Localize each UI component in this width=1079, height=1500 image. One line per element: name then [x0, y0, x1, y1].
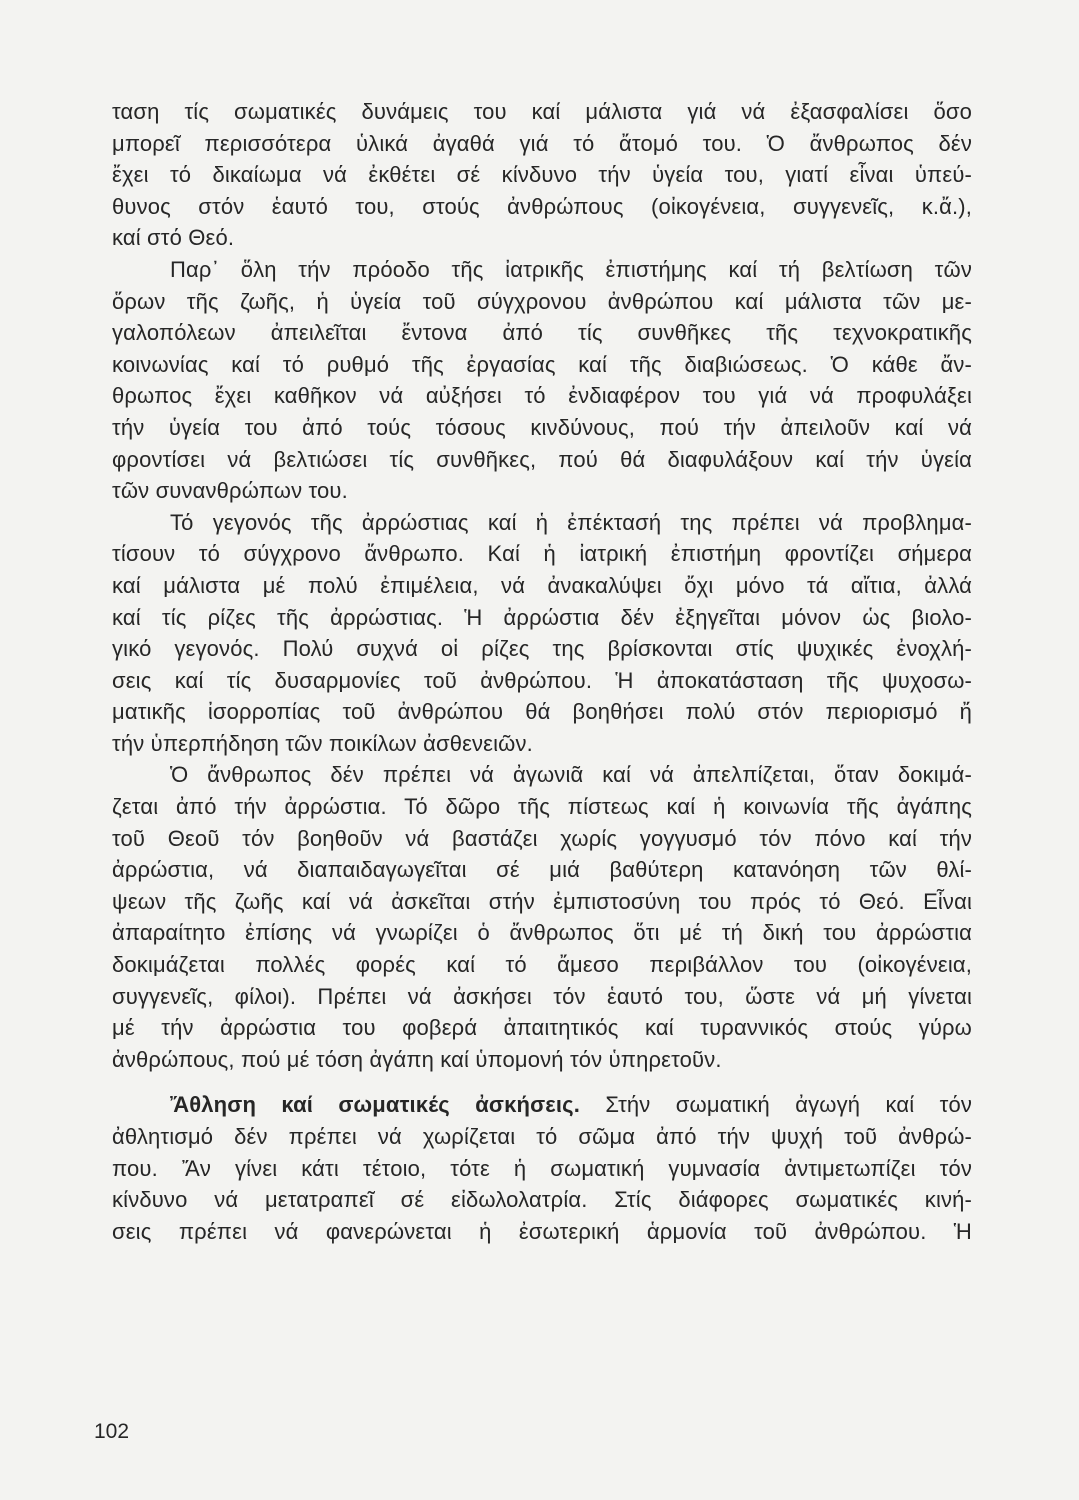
page-number: 102 [94, 1420, 130, 1443]
text-line: δοκιμάζεται πολλές φορές καί τό ἄμεσο περιβάλλον του (οἰκογένεια, [112, 952, 972, 978]
text-line: μέ τήν ἀρρώστια του φοβερά ἀπαιτητικός καί τυραννικός στούς γύρω [112, 1015, 972, 1041]
text-line: γικό γεγονός. Πολύ συχνά οἱ ρίζες της βρίσκονται στίς ψυχικές ἐνοχλή- [112, 636, 972, 662]
text-line: ὅρων τῆς ζωῆς, ἡ ὑγεία τοῦ σύγχρονου ἀνθρώπου καί μάλιστα τῶν με- [112, 288, 972, 314]
text-line: κοινωνίας καί τό ρυθμό τῆς ἐργασίας καί τῆς διαβιώσεως. Ὁ κάθε ἄν- [112, 351, 972, 377]
text-line: μπορεῖ περισσότερα ὑλικά ἀγαθά γιά τό ἄτομό του. Ὁ ἄνθρωπος δέν [112, 130, 972, 156]
text-line: Παρ᾽ ὅλη τήν πρόοδο τῆς ἰατρικῆς ἐπιστήμης καί τή βελτίωση τῶν [170, 256, 972, 282]
text-line: τῶν συνανθρώπων του. [112, 478, 348, 504]
section-first-line-text: Στήν σωματική ἀγωγή καί τόν [605, 1092, 972, 1118]
text-line: θρωπος ἔχει καθῆκον νά αὐξήσει τό ἐνδιαφέρον του γιά νά προφυλάξει [112, 383, 972, 409]
text-line: καί στό Θεό. [112, 225, 235, 251]
text-line: που. Ἄν γίνει κάτι τέτοιο, τότε ἡ σωματική γυμνασία ἀντιμετωπίζει τόν [112, 1155, 972, 1181]
section-heading: Ἄθληση καί σωματικές ἀσκήσεις. [170, 1092, 581, 1118]
text-line: Τό γεγονός τῆς ἀρρώστιας καί ἡ ἐπέκτασή της πρέπει νά προβλημα- [170, 509, 972, 535]
text-line: ταση τίς σωματικές δυνάμεις του καί μάλιστα γιά νά ἐξασφαλίσει ὅσο [112, 99, 972, 124]
text-line: ἔχει τό δικαίωμα νά ἐκθέτει σέ κίνδυνο τήν ὑγεία του, γιατί εἶναι ὑπεύ- [112, 162, 972, 188]
text-line: ἀνθρώπους, πού μέ τόση ἀγάπη καί ὑπομονή τόν ὑπηρετοῦν. [112, 1046, 722, 1072]
text-line: τήν ὑπερπήδηση τῶν ποικίλων ἀσθενειῶν. [112, 730, 533, 756]
text-line: ψεων τῆς ζωῆς καί νά ἀσκεῖται στήν ἐμπιστοσύνη του πρός τό Θεό. Εἶναι [112, 888, 972, 914]
body-text [112, 96, 972, 1247]
text-line: τίσουν τό σύγχρονο ἄνθρωπο. Καί ἡ ἰατρική ἐπιστήμη φροντίζει σήμερα [112, 541, 972, 567]
text-line: θυνος στόν ἑαυτό του, στούς ἀνθρώπους (οἰκογένεια, συγγενεῖς, κ.ἄ.), [112, 193, 972, 219]
text-line: ἀπαραίτητο ἐπίσης νά γνωρίζει ὁ ἄνθρωπος ὅτι μέ τή δική του ἀρρώστια [112, 920, 972, 946]
text-line: ματικῆς ἰσορροπίας τοῦ ἀνθρώπου θά βοηθήσει πολύ στόν περιορισμό ἤ [112, 699, 972, 725]
text-line: ἀρρώστια, νά διαπαιδαγωγεῖται σέ μιά βαθύτερη κατανόηση τῶν θλί- [112, 857, 972, 883]
text-line: τήν ὑγεία του ἀπό τούς τόσους κινδύνους, πού τήν ἀπειλοῦν καί νά [112, 414, 972, 440]
text-line: τοῦ Θεοῦ τόν βοηθοῦν νά βαστάζει χωρίς γογγυσμό τόν πόνο καί τήν [112, 825, 972, 851]
text-line: φροντίσει νά βελτιώσει τίς συνθῆκες, πού θά διαφυλάξουν καί τήν ὑγεία [112, 446, 972, 472]
text-line: σεις πρέπει νά φανερώνεται ἡ ἐσωτερική ἁρμονία τοῦ ἀνθρώπου. Ἡ [112, 1218, 972, 1244]
text-line: ζεται ἀπό τήν ἀρρώστια. Τό δῶρο τῆς πίστεως καί ἡ κοινωνία τῆς ἀγάπης [112, 794, 972, 820]
text-line: συγγενεῖς, φίλοι). Πρέπει νά ἀσκήσει τόν ἑαυτό του, ὥστε νά μή γίνεται [112, 983, 972, 1009]
text-line: σεις καί τίς δυσαρμονίες τοῦ ἀνθρώπου. Ἡ ἀποκατάσταση τῆς ψυχοσω- [112, 667, 972, 693]
section-first-line [112, 1089, 972, 1121]
text-line: Ὁ ἄνθρωπος δέν πρέπει νά ἀγωνιᾶ καί νά ἀπελπίζεται, ὅταν δοκιμά- [170, 762, 972, 788]
text-line: καί τίς ρίζες τῆς ἀρρώστιας. Ἡ ἀρρώστια δέν ἐξηγεῖται μόνον ὡς βιολο- [112, 604, 972, 630]
text-line: ἀθλητισμό δέν πρέπει νά χωρίζεται τό σῶμα ἀπό τήν ψυχή τοῦ ἀνθρώ- [112, 1124, 972, 1149]
text-line: καί μάλιστα μέ πολύ ἐπιμέλεια, νά ἀνακαλύψει ὄχι μόνο τά αἴτια, ἀλλά [112, 572, 972, 598]
text-line: γαλοπόλεων ἀπειλεῖται ἔντονα ἀπό τίς συνθῆκες τῆς τεχνοκρατικῆς [112, 320, 972, 346]
text-line: κίνδυνο νά μετατραπεῖ σέ εἰδωλολατρία. Στίς διάφορες σωματικές κινή- [112, 1187, 972, 1213]
